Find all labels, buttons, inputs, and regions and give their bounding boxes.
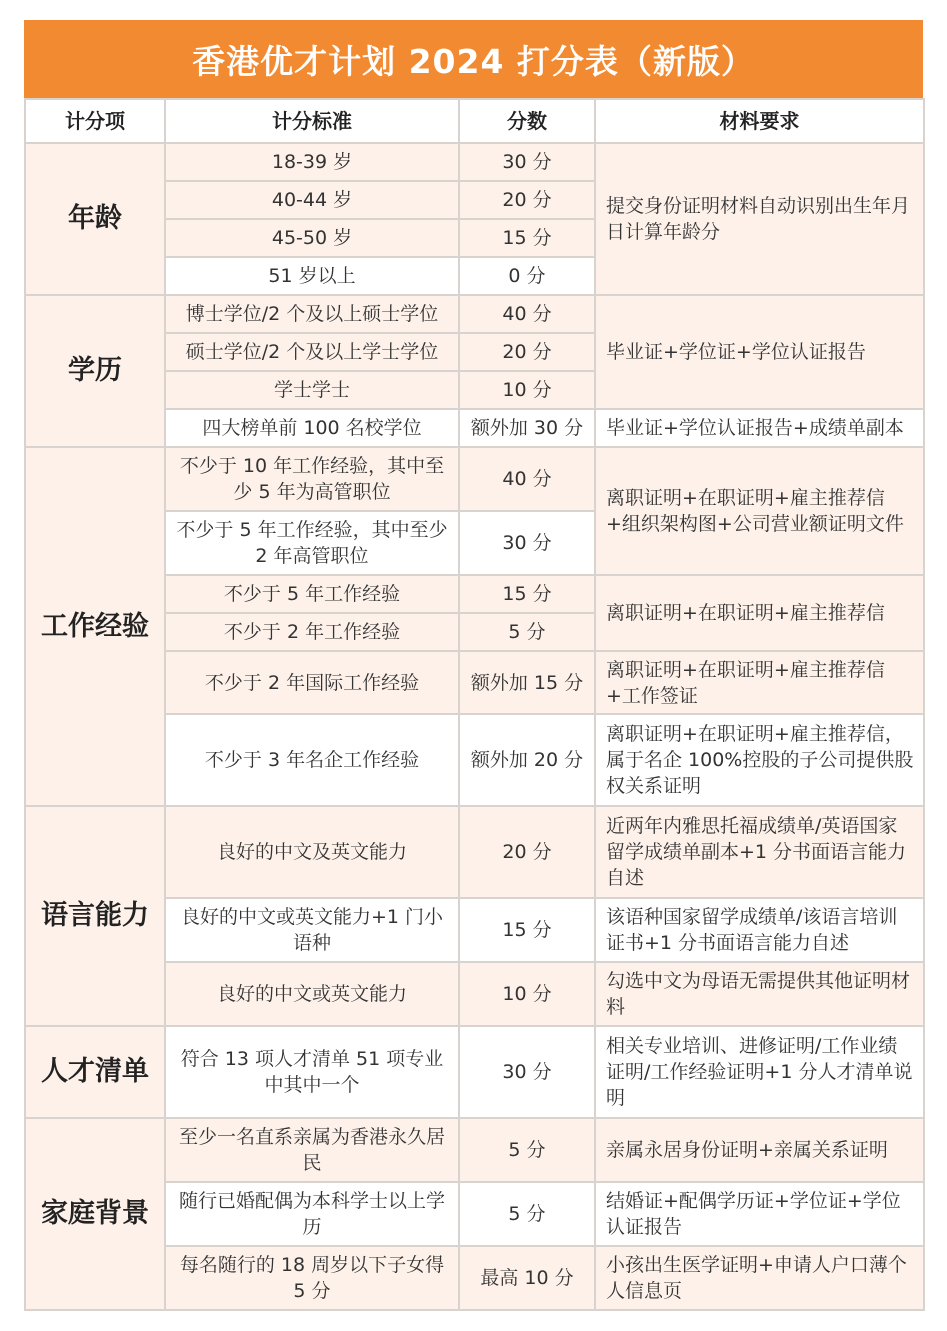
header-category: 计分项: [25, 99, 165, 143]
category-family: 家庭背景: [25, 1118, 165, 1310]
category-education: 学历: [25, 295, 165, 447]
material-cell: 结婚证+配偶学历证+学位证+学位认证报告: [595, 1182, 924, 1246]
category-work: 工作经验: [25, 447, 165, 806]
score-cell: 额外加 20 分: [459, 714, 595, 806]
category-age: 年龄: [25, 143, 165, 295]
table-row: [25, 1118, 924, 1182]
material-cell: 离职证明+在职证明+雇主推荐信: [595, 575, 924, 651]
material-cell: 相关专业培训、进修证明/工作业绩证明/工作经验证明+1 分人才清单说明: [595, 1026, 924, 1118]
score-cell: 20 分: [459, 806, 595, 898]
standard-cell: 随行已婚配偶为本科学士以上学历: [165, 1182, 459, 1246]
score-cell: 30 分: [459, 143, 595, 181]
material-cell: 提交身份证明材料自动识别出生年月日计算年龄分: [595, 143, 924, 295]
score-cell: 15 分: [459, 575, 595, 613]
category-talent: 人才清单: [25, 1026, 165, 1118]
score-cell: 30 分: [459, 1026, 595, 1118]
standard-cell: 良好的中文或英文能力+1 门小语种: [165, 898, 459, 962]
standard-cell: 硕士学位/2 个及以上学士学位: [165, 333, 459, 371]
standard-cell: 不少于 5 年工作经验，其中至少 2 年高管职位: [165, 511, 459, 575]
score-cell: 额外加 30 分: [459, 409, 595, 447]
standard-cell: 40-44 岁: [165, 181, 459, 219]
standard-cell: 良好的中文或英文能力: [165, 962, 459, 1026]
standard-cell: 学士学士: [165, 371, 459, 409]
table-row: [25, 295, 924, 333]
standard-cell: 博士学位/2 个及以上硕士学位: [165, 295, 459, 333]
score-cell: 20 分: [459, 333, 595, 371]
material-cell: 该语种国家留学成绩单/该语言培训证书+1 分书面语言能力自述: [595, 898, 924, 962]
score-table: [24, 98, 925, 1311]
standard-cell: 不少于 2 年国际工作经验: [165, 651, 459, 714]
material-cell: 毕业证+学位认证报告+成绩单副本: [595, 409, 924, 447]
score-cell: 0 分: [459, 257, 595, 295]
score-cell: 最高 10 分: [459, 1246, 595, 1310]
score-table-container: [24, 20, 923, 1311]
standard-cell: 四大榜单前 100 名校学位: [165, 409, 459, 447]
standard-cell: 良好的中文及英文能力: [165, 806, 459, 898]
table-header-row: [25, 99, 924, 143]
standard-cell: 不少于 2 年工作经验: [165, 613, 459, 651]
material-cell: 勾选中文为母语无需提供其他证明材料: [595, 962, 924, 1026]
material-cell: 离职证明+在职证明+雇主推荐信+组织架构图+公司营业额证明文件: [595, 447, 924, 575]
category-language: 语言能力: [25, 806, 165, 1026]
score-cell: 10 分: [459, 962, 595, 1026]
standard-cell: 每名随行的 18 周岁以下子女得 5 分: [165, 1246, 459, 1310]
header-standard: 计分标准: [165, 99, 459, 143]
score-cell: 40 分: [459, 295, 595, 333]
score-cell: 10 分: [459, 371, 595, 409]
standard-cell: 符合 13 项人才清单 51 项专业中其中一个: [165, 1026, 459, 1118]
score-cell: 额外加 15 分: [459, 651, 595, 714]
material-cell: 小孩出生医学证明+申请人户口薄个人信息页: [595, 1246, 924, 1310]
score-cell: 5 分: [459, 1182, 595, 1246]
material-cell: 近两年内雅思托福成绩单/英语国家留学成绩单副本+1 分书面语言能力自述: [595, 806, 924, 898]
standard-cell: 不少于 5 年工作经验: [165, 575, 459, 613]
table-row: [25, 806, 924, 898]
material-cell: 离职证明+在职证明+雇主推荐信+工作签证: [595, 651, 924, 714]
score-cell: 5 分: [459, 613, 595, 651]
score-cell: 30 分: [459, 511, 595, 575]
standard-cell: 至少一名直系亲属为香港永久居民: [165, 1118, 459, 1182]
score-cell: 15 分: [459, 898, 595, 962]
standard-cell: 51 岁以上: [165, 257, 459, 295]
score-cell: 20 分: [459, 181, 595, 219]
table-row: [25, 447, 924, 511]
material-cell: 亲属永居身份证明+亲属关系证明: [595, 1118, 924, 1182]
table-row: [25, 1026, 924, 1118]
header-score: 分数: [459, 99, 595, 143]
table-row: [25, 143, 924, 181]
score-cell: 40 分: [459, 447, 595, 511]
material-cell: 毕业证+学位证+学位认证报告: [595, 295, 924, 409]
standard-cell: 45-50 岁: [165, 219, 459, 257]
standard-cell: 不少于 10 年工作经验，其中至少 5 年为高管职位: [165, 447, 459, 511]
page-title: 香港优才计划 2024 打分表（新版）: [24, 20, 923, 98]
standard-cell: 18-39 岁: [165, 143, 459, 181]
header-material: 材料要求: [595, 99, 924, 143]
score-cell: 5 分: [459, 1118, 595, 1182]
score-cell: 15 分: [459, 219, 595, 257]
material-cell: 离职证明+在职证明+雇主推荐信，属于名企 100%控股的子公司提供股权关系证明: [595, 714, 924, 806]
standard-cell: 不少于 3 年名企工作经验: [165, 714, 459, 806]
